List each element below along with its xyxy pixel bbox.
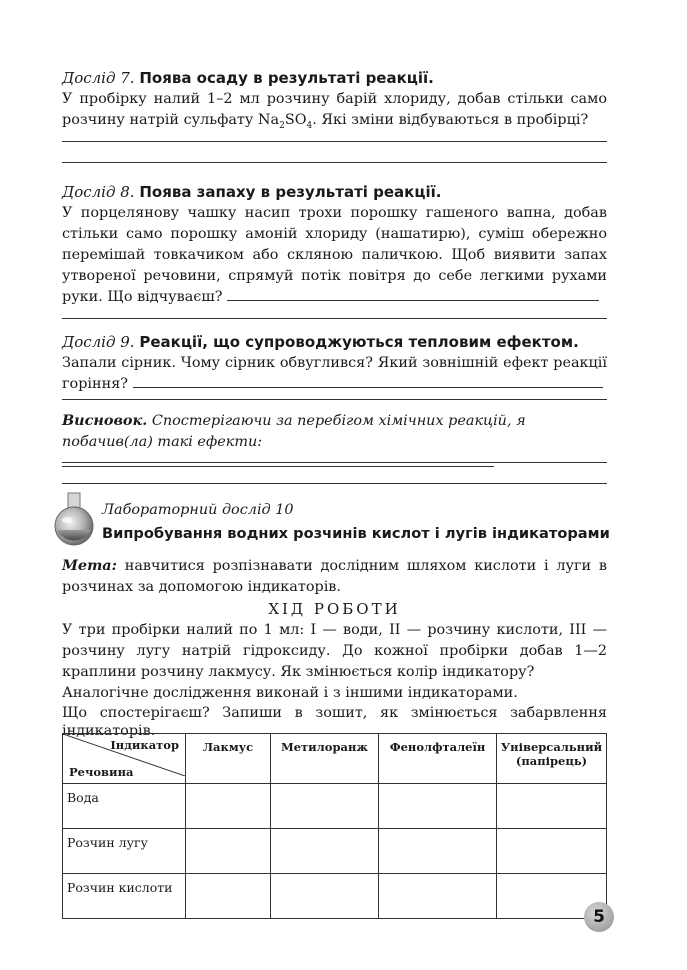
experiment-9-text (62, 353, 607, 395)
table-row-label: Розчин лугу (63, 829, 186, 874)
experiment-7 (62, 68, 607, 137)
answer-line[interactable] (62, 399, 607, 400)
procedure-step-2: Аналогічне дослідження виконай і з іншими індикаторами. (62, 685, 518, 701)
table-row (63, 829, 607, 874)
procedure-heading: ХІД РОБОТИ (268, 600, 401, 618)
exp8-text: У порцелянову чашку насип трохи порошку гашеного вапна, добав стільки само порошку амоній хлориду (нашатирю), суміш обережно перемішай товкачиком або скляною паличкою. Щоб виявити запах утвореної речовини, спрямуй потік повітря до себе легкими рухами руки. Що відчуваєш? (62, 205, 607, 305)
experiment-7-label: Дослід 7. (62, 69, 135, 87)
exp7-sub1: 2 (279, 120, 285, 131)
exp7-text-c: . Які зміни відбуваються в пробірці? (312, 112, 589, 128)
goal-paragraph (62, 555, 607, 598)
experiment-7-title: Поява осаду в результаті реакції. (139, 69, 434, 87)
experiment-8-title: Поява запаху в результаті реакції. (139, 183, 442, 201)
table-cell[interactable] (186, 874, 271, 919)
table-column-header: Метилоранж (271, 734, 379, 784)
experiment-8-text (62, 203, 607, 308)
experiment-8-label: Дослід 8. (62, 183, 135, 201)
lab-title: Випробування водних розчинів кислот і лугів індикаторами (102, 525, 610, 542)
experiment-9-heading (62, 332, 607, 353)
experiment-7-heading (62, 68, 607, 89)
experiment-7-text (62, 89, 607, 137)
lab-goal (62, 555, 607, 598)
answer-line[interactable] (62, 318, 607, 319)
page-number: 5 (584, 902, 614, 932)
answer-line[interactable] (62, 162, 607, 163)
table-cell[interactable] (379, 784, 497, 829)
exp7-sub2: 4 (306, 120, 313, 131)
corner-bottom-label: Речовина (69, 765, 134, 779)
conclusion-body: Спостерігаючи за перебігом хімічних реакцій, я побачив(ла) такі ефекти: (62, 413, 526, 450)
exp7-text-a: У пробірку налий 1–2 мл розчину барій хлориду, добав стільки само розчину натрій сульфату Na (62, 91, 607, 128)
procedure-step-3: Що спостерігаєш? Запиши в зошит, як змінюється забарвлення індикаторів. (62, 705, 607, 739)
answer-line[interactable] (133, 375, 603, 388)
table-corner-cell (63, 734, 186, 784)
experiment-9-title: Реакції, що супроводжуються тепловим ефектом. (139, 333, 579, 351)
lab-subtitle: Лабораторний дослід 10 (102, 502, 294, 518)
goal-label: Мета: (62, 557, 117, 574)
flask-icon (45, 490, 103, 548)
procedure-step-1: У три пробірки налий по 1 мл: I — води, II — розчину кислоти, III — розчину лугу натрій гідроксиду. До кожної пробірки добав 1—2 краплини розчину лакмусу. Як змінюється колір індикатору? (62, 622, 607, 680)
answer-line[interactable] (62, 454, 494, 467)
table-column-header: Універсальний (папірець) (497, 734, 607, 784)
table-cell[interactable] (497, 784, 607, 829)
experiment-8 (62, 182, 607, 308)
table-header-row (63, 734, 607, 784)
conclusion-text (62, 410, 607, 474)
corner-top-label: Індикатор (110, 738, 179, 752)
answer-line[interactable] (62, 462, 607, 463)
exp7-text-b: SO (284, 112, 307, 128)
table-row-label: Вода (63, 784, 186, 829)
table-cell[interactable] (271, 784, 379, 829)
goal-text: навчитися розпізнавати дослідним шляхом кислоти і луги в розчинах за допомогою індикаторів. (62, 558, 607, 595)
conclusion (62, 410, 607, 474)
table-cell[interactable] (186, 829, 271, 874)
indicator-table (62, 733, 607, 919)
table-cell[interactable] (497, 829, 607, 874)
procedure (62, 620, 607, 740)
experiment-9-label: Дослід 9. (62, 333, 135, 351)
table-cell[interactable] (379, 874, 497, 919)
table-column-header: Фенолфталеїн (379, 734, 497, 784)
experiment-9 (62, 332, 607, 395)
conclusion-label: Висновок. (62, 412, 148, 429)
table-row-label: Розчин кислоти (63, 874, 186, 919)
table-row (63, 784, 607, 829)
answer-line[interactable] (62, 141, 607, 142)
table-cell[interactable] (271, 874, 379, 919)
answer-line[interactable] (62, 483, 607, 484)
table-cell[interactable] (379, 829, 497, 874)
experiment-8-heading (62, 182, 607, 203)
table-cell[interactable] (186, 784, 271, 829)
table-row (63, 874, 607, 919)
exp9-text: Запали сірник. Чому сірник обвуглився? Який зовнішній ефект реакції горіння? (62, 355, 607, 392)
table-column-header: Лакмус (186, 734, 271, 784)
table-cell[interactable] (271, 829, 379, 874)
answer-line[interactable] (227, 288, 599, 301)
